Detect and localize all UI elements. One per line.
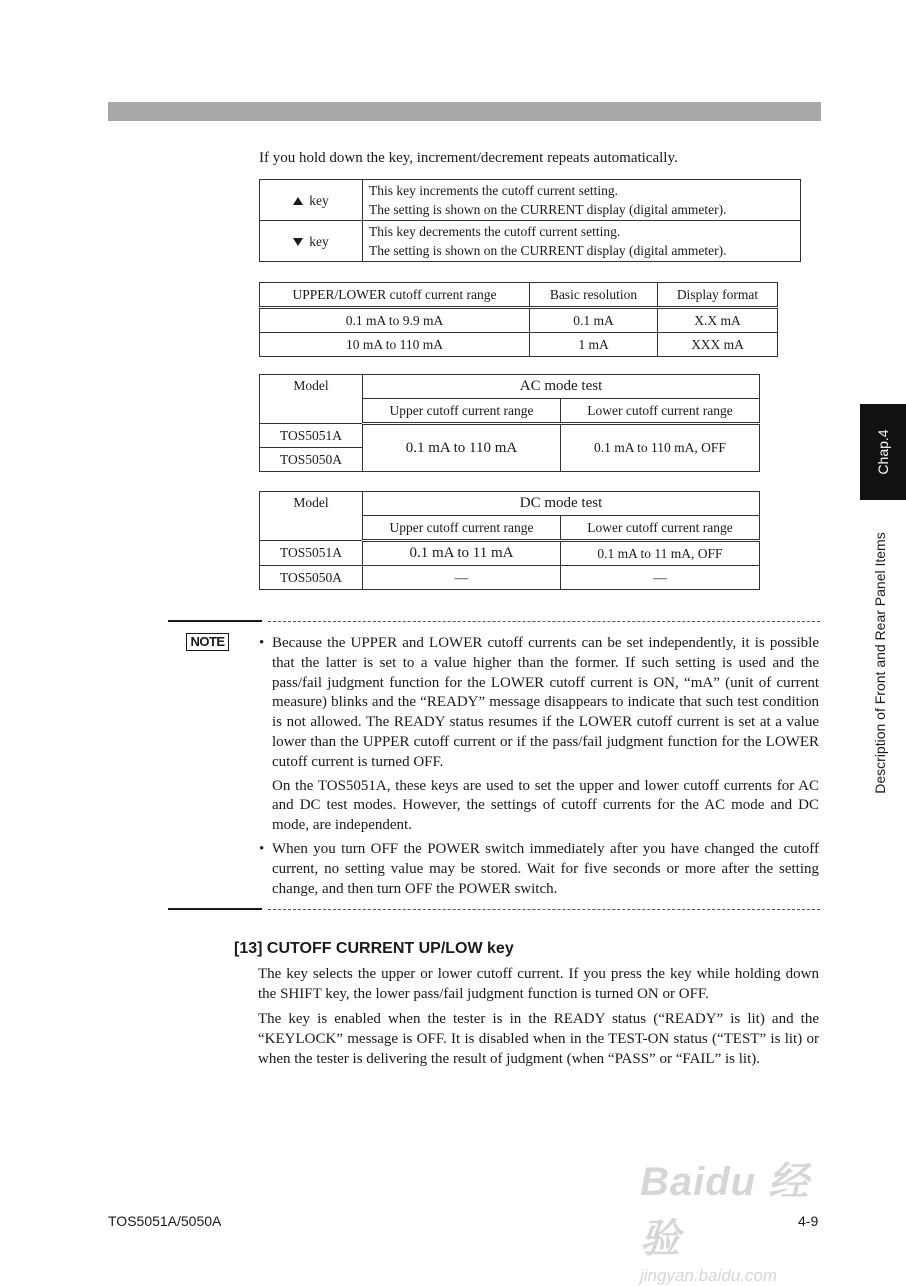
note-rule-bottom-dashed bbox=[268, 909, 820, 910]
footer-page-number: 4-9 bbox=[798, 1213, 819, 1229]
dc-mode-table: Model DC mode test Upper cutoff current range Lower cutoff current range TOS5051A 0.1 mA to 11 mA 0.1 mA to 11 mA, OFF TOS5050A — — bbox=[259, 491, 760, 590]
note-body bbox=[259, 634, 819, 903]
table-row: key This key increments the cutoff current setting. The setting is shown on the CURRENT display (digital ammeter). bbox=[260, 180, 801, 221]
chapter-tab: Chap.4 bbox=[860, 404, 906, 500]
note-bullet: • Because the UPPER and LOWER cutoff currents can be set independently, it is possible that the latter is set to a value higher than the former. If such setting is used and the pass/fail judgment function for the LOWER cutoff current is ON, “mA” (unit of current measure) blinks and the “READY” message disappears to indicate that such test condition is not allowed. The READY status resumes if the LOWER cutoff current is set at a value lower than the UPPER cutoff current or if the pass/fail judgment function for the LOWER cutoff current is turned OFF. bbox=[259, 634, 819, 773]
note-rule-bottom-solid bbox=[168, 908, 262, 910]
watermark-logo: Baidu 经验 jingyan.baidu.com bbox=[640, 1160, 810, 1285]
section-paragraph: The key is enabled when the tester is in the READY status (“READY” is lit) and the “KEYLOCK” message is OFF. It is disabled when in the TEST-ON status (“TEST” is lit) or when the tester is delivering the result of judgment (when “PASS” or “FAIL” is lit). bbox=[258, 1011, 819, 1067]
up-triangle-icon bbox=[293, 197, 303, 205]
header-bar bbox=[108, 102, 821, 121]
section-body bbox=[258, 964, 819, 1074]
table-row: key This key decrements the cutoff current setting. The setting is shown on the CURRENT display (digital ammeter). bbox=[260, 221, 801, 262]
note-bullet: • When you turn OFF the POWER switch immediately after you have changed the cutoff current, no setting value may be stored. Wait for five seconds or more after the setting change, and then turn OFF the POWER switch. bbox=[259, 840, 819, 899]
down-triangle-icon bbox=[293, 238, 303, 246]
key-table bbox=[259, 179, 801, 262]
section-heading: [13] CUTOFF CURRENT UP/LOW key bbox=[234, 940, 514, 957]
section-paragraph: The key selects the upper or lower cutoff current. If you press the key while holding down the SHIFT key, the lower pass/fail judgment function is turned ON or OFF. bbox=[258, 966, 819, 1002]
side-chapter-title: Description of Front and Rear Panel Items bbox=[872, 532, 888, 794]
resolution-table bbox=[259, 282, 778, 357]
note-rule-top-solid bbox=[168, 620, 262, 622]
table-row: TOS5051A 0.1 mA to 110 mA 0.1 mA to 110 mA, OFF bbox=[260, 424, 760, 448]
table-row: TOS5050A bbox=[260, 448, 760, 472]
note-badge: NOTE bbox=[186, 633, 229, 651]
note-continuation: On the TOS5051A, these keys are used to set the upper and lower cutoff currents for AC and DC test modes. However, the settings of cutoff currents for the AC mode and DC mode, are independent. bbox=[272, 777, 819, 834]
table-row: TOS5051A 0.1 mA to 11 mA 0.1 mA to 11 mA, OFF bbox=[260, 541, 760, 566]
footer-model: TOS5051A/5050A bbox=[108, 1213, 222, 1229]
intro-text: If you hold down the key, increment/decrement repeats automatically. bbox=[259, 150, 678, 166]
note-rule-top-dashed bbox=[268, 621, 820, 622]
table-header-row: UPPER/LOWER cutoff current range Basic resolution Display format bbox=[260, 283, 778, 308]
table-row: TOS5050A — — bbox=[260, 566, 760, 590]
table-row: 0.1 mA to 9.9 mA 0.1 mA X.X mA bbox=[260, 308, 778, 333]
table-row: 10 mA to 110 mA 1 mA XXX mA bbox=[260, 333, 778, 357]
ac-mode-table: Model AC mode test Upper cutoff current range Lower cutoff current range TOS5051A 0.1 mA to 110 mA 0.1 mA to 110 mA, OFF TOS5050A bbox=[259, 374, 760, 472]
